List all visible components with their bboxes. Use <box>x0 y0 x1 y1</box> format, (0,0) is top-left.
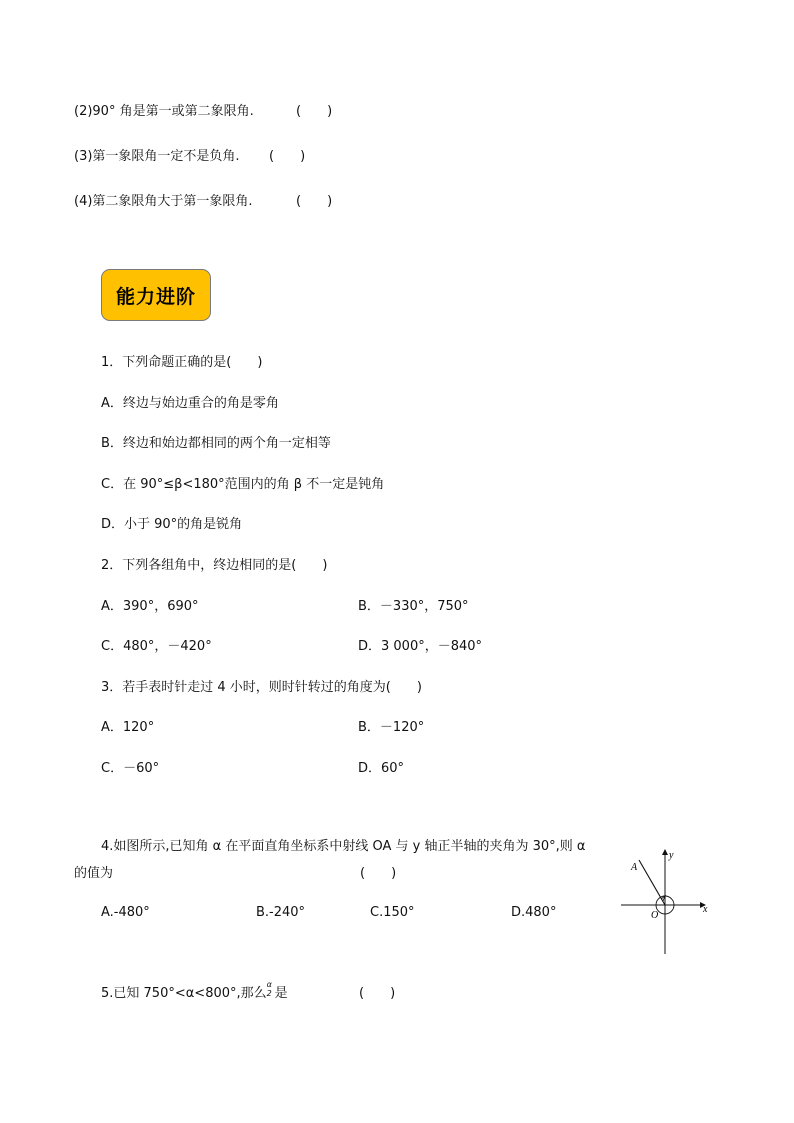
question-2-stem: 2．下列各组角中，终边相同的是( ) <box>101 558 328 573</box>
section-title: 能力进阶 <box>115 285 196 308</box>
question-3-stem: 3．若手表时针走过 4 小时，则时针转过的角度为( ) <box>101 680 422 695</box>
answer-paren: ( ) <box>359 986 396 1001</box>
origin-label: O <box>651 910 659 921</box>
q1-option-d: D．小于 90°的角是锐角 <box>101 517 243 532</box>
fraction: α 2 <box>266 980 272 998</box>
x-axis-label: x <box>703 904 708 915</box>
answer-paren: ( ) <box>296 194 333 209</box>
ray-oa <box>639 860 665 905</box>
answer-paren: ( ) <box>269 149 306 164</box>
point-a-label: A <box>631 862 638 873</box>
q2-option-c: C．480°，－420° <box>101 639 212 654</box>
q3-option-c: C．－60° <box>101 761 160 776</box>
judgement-3: (3)第一象限角一定不是负角. ( ) <box>74 149 306 164</box>
section-banner <box>101 269 211 321</box>
coordinate-figure <box>617 842 717 957</box>
q2-option-a: A．390°，690° <box>101 599 199 614</box>
q4-option-d: D.480° <box>511 905 557 920</box>
judgement-4: (4)第二象限角大于第一象限角. ( ) <box>74 194 333 209</box>
judgement-2: (2)90° 角是第一或第二象限角. ( ) <box>74 104 333 119</box>
question-4-stem-line1: 4.如图所示,已知角 α 在平面直角坐标系中射线 OA 与 y 轴正半轴的夹角为 30°,则 α <box>101 839 586 854</box>
q2-option-b: B．－330°，750° <box>358 599 469 614</box>
q4-option-a: A.-480° <box>101 905 150 920</box>
q4-option-c: C.150° <box>370 905 415 920</box>
question-1-stem: 1．下列命题正确的是( ) <box>101 355 263 370</box>
q2-option-d: D．3 000°，－840° <box>358 639 483 654</box>
q1-option-a: A．终边与始边重合的角是零角 <box>101 396 279 411</box>
q1-option-b: B．终边和始边都相同的两个角一定相等 <box>101 436 331 451</box>
q1-option-c: C．在 90°≤β<180°范围内的角 β 不一定是钝角 <box>101 477 385 492</box>
y-axis-label: y <box>669 850 674 861</box>
q3-option-b: B．－120° <box>358 720 425 735</box>
question-4-stem-line2: 的值为 <box>74 866 114 881</box>
q4-option-b: B.-240° <box>256 905 306 920</box>
answer-paren: ( ) <box>360 866 397 881</box>
question-5-stem: 5.已知 750°<α<800°,那么 α 2 是 <box>101 980 288 1001</box>
q3-option-a: A．120° <box>101 720 155 735</box>
answer-paren: ( ) <box>296 104 333 119</box>
q3-option-d: D．60° <box>358 761 405 776</box>
